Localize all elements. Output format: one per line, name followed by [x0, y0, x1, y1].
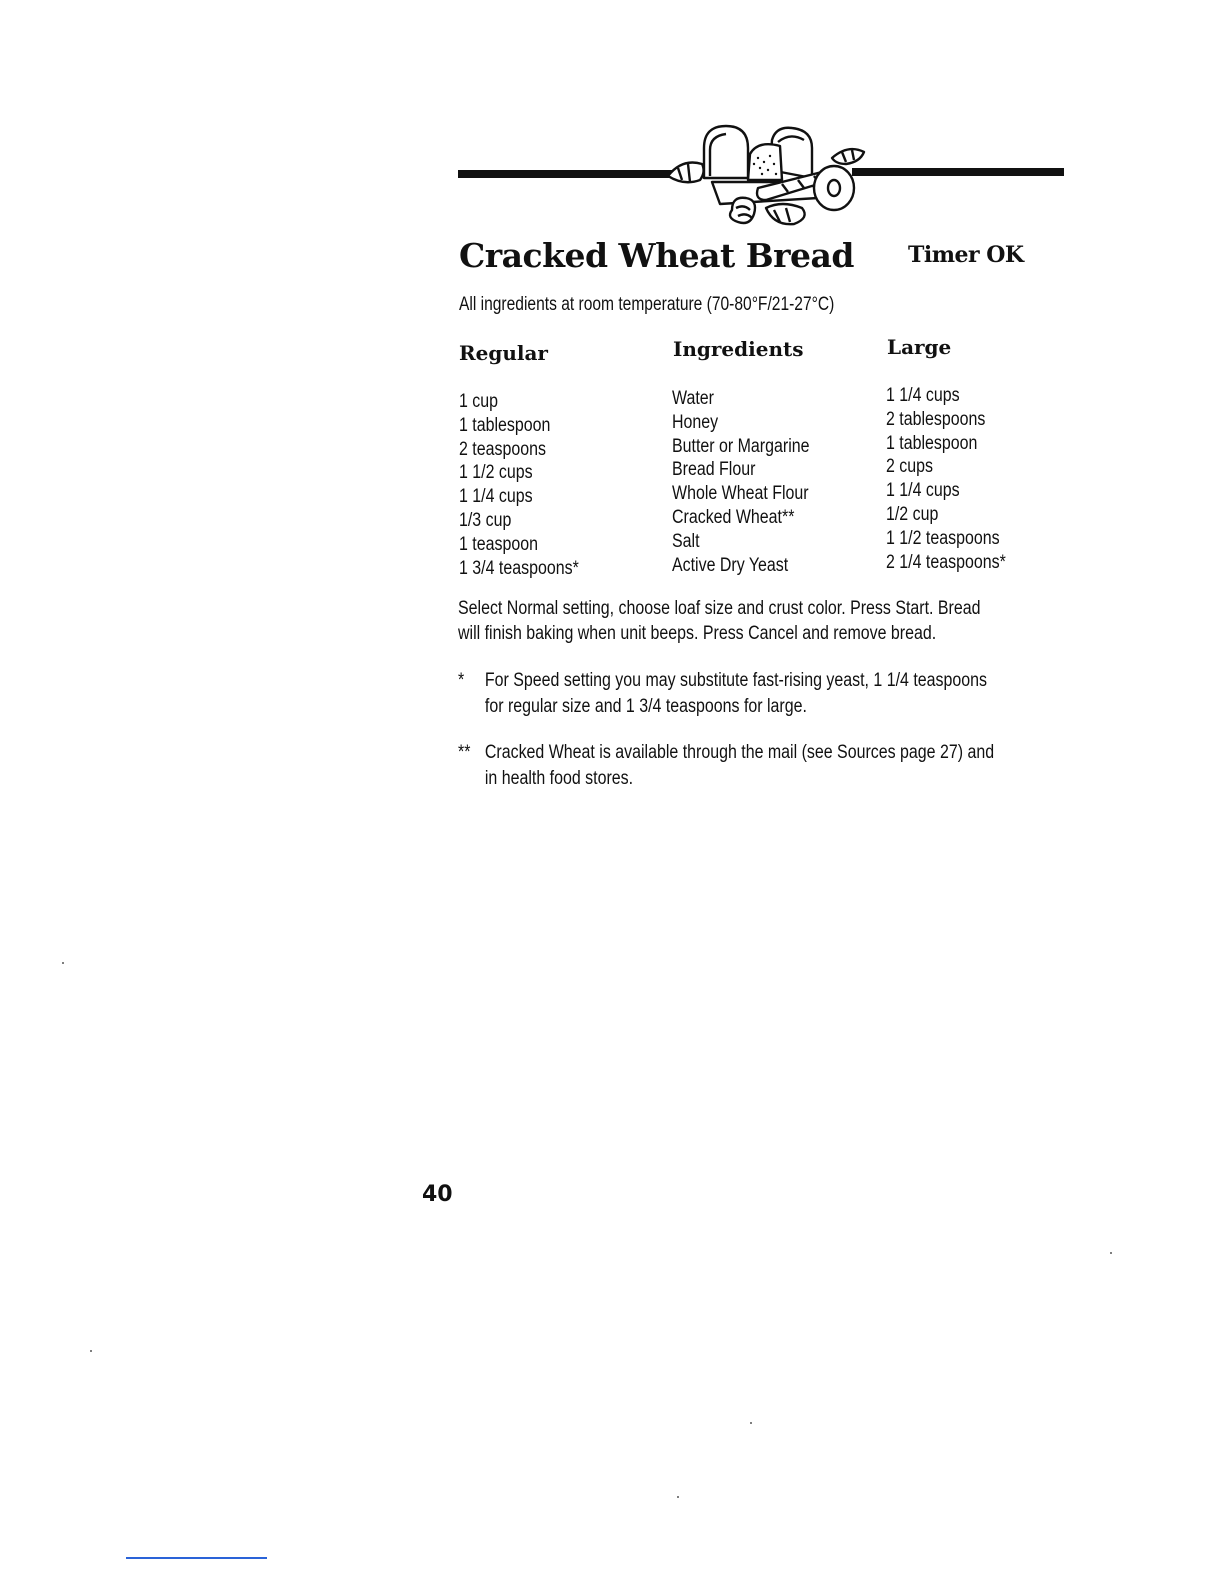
- regular-amount: 1/3 cup: [459, 509, 512, 531]
- regular-amount: 1 teaspoon: [459, 533, 538, 555]
- ingredient-name: Water: [672, 388, 714, 409]
- recipe-title: Cracked Wheat Bread: [459, 236, 854, 275]
- footnote-line: For Speed setting you may substitute fast-rising yeast, 1 1/4 teaspoons: [484, 670, 988, 691]
- large-amount: 1 1/4 cups: [886, 480, 960, 502]
- ingredient-name: Honey: [672, 411, 719, 433]
- instructions-paragraph: [458, 596, 1012, 646]
- ingredient-name: Cracked Wheat**: [672, 506, 795, 528]
- regular-amount: 1 tablespoon: [459, 414, 551, 436]
- header-rule-left: [458, 170, 688, 178]
- instructions-line: will finish baking when unit beeps. Press Cancel and remove bread.: [458, 623, 937, 644]
- scan-speck: [1110, 1252, 1112, 1254]
- regular-amount: 1 1/2 cups: [459, 462, 533, 484]
- instructions-line: Select Normal setting, choose loaf size and crust color. Press Start. Bread: [458, 598, 981, 619]
- footnote-line: in health food stores.: [484, 768, 634, 789]
- regular-column-header: Regular: [459, 341, 548, 365]
- scan-speck: [750, 1422, 752, 1424]
- regular-amount: 2 teaspoons: [459, 438, 546, 460]
- ingredient-name: Bread Flour: [672, 459, 756, 481]
- ingredient-name: Salt: [672, 530, 700, 552]
- scan-speck: [62, 962, 64, 964]
- footnote-line: Cracked Wheat is available through the mail (see Sources page 27) and: [484, 742, 995, 763]
- scan-edge-line: [126, 1557, 267, 1559]
- footnote-mark: *: [458, 670, 465, 691]
- timer-ok-label: Timer OK: [908, 242, 1024, 268]
- regular-amount: 1 1/4 cups: [459, 486, 533, 508]
- footnote-line: for regular size and 1 3/4 teaspoons for large.: [484, 696, 807, 717]
- large-amount: 1 1/2 teaspoons: [886, 527, 1000, 549]
- scan-speck: [90, 1350, 92, 1352]
- header-rule-right: [852, 168, 1064, 176]
- scan-speck: [677, 1496, 679, 1498]
- large-amounts-list: [886, 384, 1029, 574]
- large-amount: 2 1/4 teaspoons*: [886, 551, 1006, 573]
- ingredient-name: Whole Wheat Flour: [672, 483, 809, 505]
- bread-loaves-illustration: [662, 118, 872, 236]
- large-amount: 1/2 cup: [886, 503, 939, 525]
- regular-amount: 1 cup: [459, 391, 499, 412]
- ingredient-name: Active Dry Yeast: [672, 554, 789, 576]
- large-column-header: Large: [887, 335, 952, 359]
- regular-amount: 1 3/4 teaspoons*: [459, 557, 579, 579]
- ingredients-column-header: Ingredients: [673, 337, 804, 361]
- regular-amounts-list: [459, 390, 602, 580]
- large-amount: 1 tablespoon: [886, 432, 978, 454]
- page-number: 40: [422, 1182, 453, 1207]
- temperature-note: All ingredients at room temperature (70-80°F/21-27°C): [459, 294, 835, 315]
- footnote-mark: **: [458, 742, 471, 763]
- ingredient-name: Butter or Margarine: [672, 435, 810, 457]
- large-amount: 2 cups: [886, 456, 934, 478]
- large-amount: 1 1/4 cups: [886, 385, 960, 406]
- large-amount: 2 tablespoons: [886, 408, 986, 430]
- ingredients-list: [672, 387, 836, 577]
